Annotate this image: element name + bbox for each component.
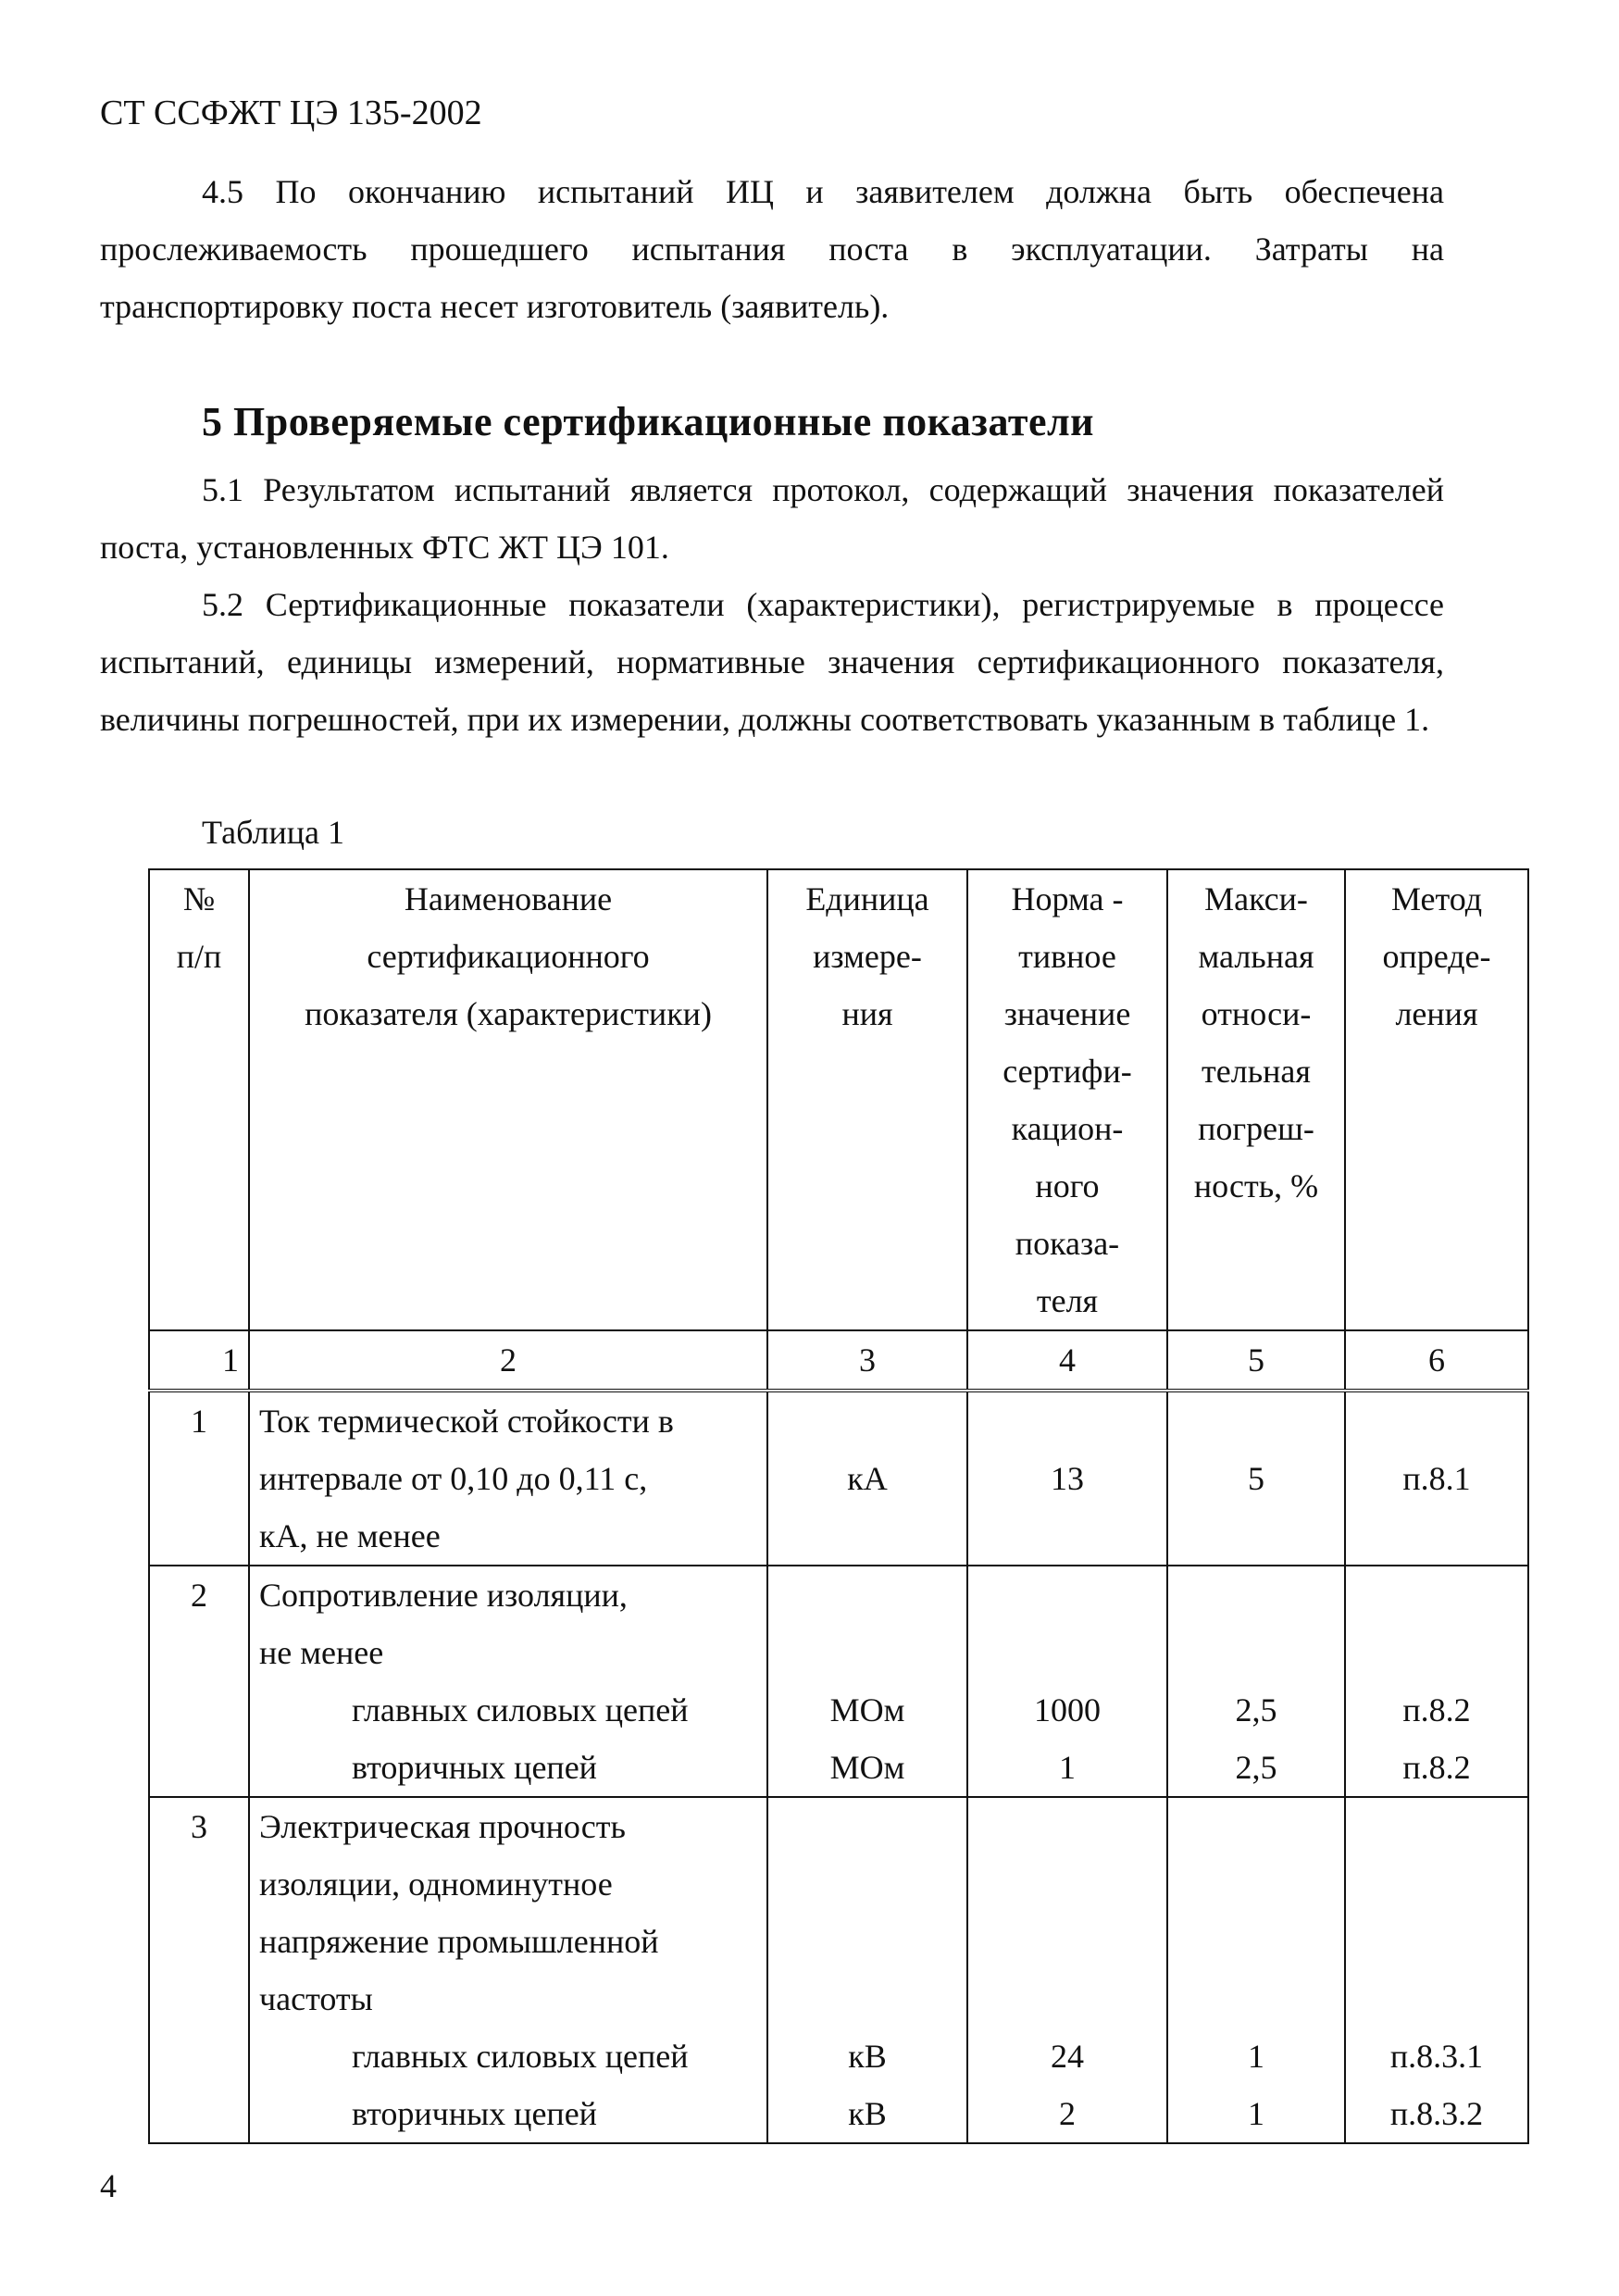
col-number: 2 bbox=[249, 1330, 767, 1391]
col-number: 3 bbox=[767, 1330, 967, 1391]
row-error: 2,5 2,5 bbox=[1167, 1566, 1345, 1797]
row-num: 2 bbox=[149, 1566, 249, 1797]
table-row bbox=[149, 1566, 1528, 1797]
row-name: Сопротивление изоляции, не менее главных силовых цепей вторичных цепей bbox=[249, 1566, 767, 1797]
row-norm: 13 bbox=[967, 1391, 1167, 1566]
row-method: п.8.1 bbox=[1345, 1391, 1528, 1566]
header-name: Наименование сертификационного показателя (характеристики) bbox=[249, 869, 767, 1330]
header-error: Макси- мальная относи- тельная погреш- ность, % bbox=[1167, 869, 1345, 1330]
row-error: 5 bbox=[1167, 1391, 1345, 1566]
page-number: 4 bbox=[100, 2167, 117, 2204]
row-method: п.8.2 п.8.2 bbox=[1345, 1566, 1528, 1797]
row-name: Электрическая прочность изоляции, одноминутное напряжение промышленной частоты главных силовых цепей вторичных цепей bbox=[249, 1797, 767, 2143]
table-header-row bbox=[149, 869, 1528, 1330]
row-unit: кА bbox=[767, 1391, 967, 1566]
header-norm: Норма - тивное значение сертифи- кацион- ного показа- теля bbox=[967, 869, 1167, 1330]
paragraph-5-2: 5.2 Сертификационные показатели (характеристики), регистрируемые в процессе испытаний, единицы измерений, нормативные значения сертификационного показателя, величины погрешностей, при их измерении, должны соответствовать указанным в таблице 1. bbox=[100, 586, 1444, 738]
table-row bbox=[149, 1391, 1528, 1566]
col-number: 1 bbox=[149, 1330, 249, 1391]
paragraph-5-1: 5.1 Результатом испытаний является протокол, содержащий значения показателей поста, установленных ФТС ЖТ ЦЭ 101. bbox=[100, 471, 1444, 566]
row-unit: кВ кВ bbox=[767, 1797, 967, 2143]
header-method: Метод опреде- ления bbox=[1345, 869, 1528, 1330]
certification-table bbox=[148, 868, 1529, 2144]
row-unit: МОм МОм bbox=[767, 1566, 967, 1797]
col-number: 6 bbox=[1345, 1330, 1528, 1391]
paragraph-4-5: 4.5 По окончанию испытаний ИЦ и заявителем должна быть обеспечена прослеживаемость прошедшего испытания поста в эксплуатации. Затраты на транспортировку поста несет изготовитель (заявитель). bbox=[100, 173, 1444, 325]
row-num: 1 bbox=[149, 1391, 249, 1566]
header-num: № п/п bbox=[149, 869, 249, 1330]
table-row bbox=[149, 1797, 1528, 2143]
col-number: 4 bbox=[967, 1330, 1167, 1391]
document-header: СТ ССФЖТ ЦЭ 135-2002 bbox=[100, 94, 482, 132]
col-number: 5 bbox=[1167, 1330, 1345, 1391]
table-caption: Таблица 1 bbox=[202, 814, 344, 851]
row-error: 1 1 bbox=[1167, 1797, 1345, 2143]
row-name: Ток термической стойкости в интервале от 0,10 до 0,11 с, кА, не менее bbox=[249, 1391, 767, 1566]
column-number-row bbox=[149, 1330, 1528, 1391]
header-unit: Единица измере- ния bbox=[767, 869, 967, 1330]
row-norm: 24 2 bbox=[967, 1797, 1167, 2143]
row-method: п.8.3.1 п.8.3.2 bbox=[1345, 1797, 1528, 2143]
section-heading: 5 Проверяемые сертификационные показатели bbox=[202, 399, 1095, 444]
row-num: 3 bbox=[149, 1797, 249, 2143]
row-norm: 1000 1 bbox=[967, 1566, 1167, 1797]
